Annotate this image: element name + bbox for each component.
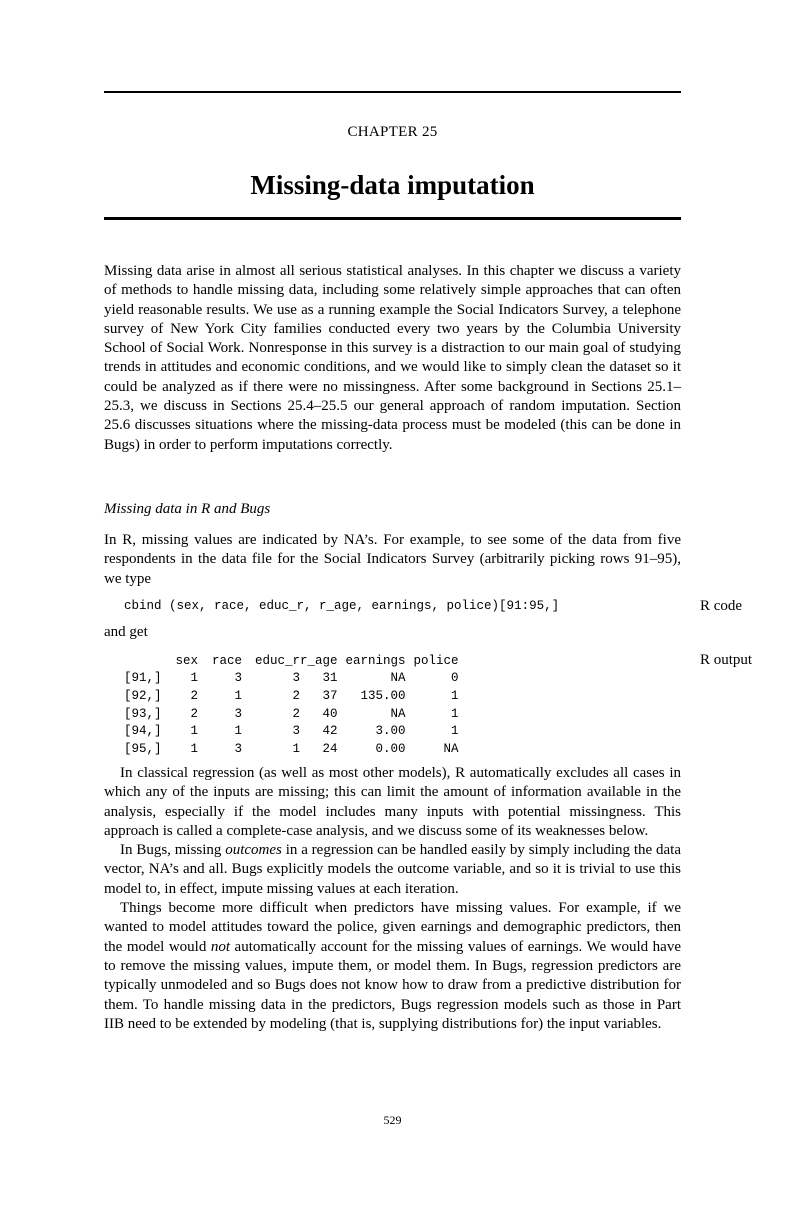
chapter-title: Missing-data imputation [250,170,535,200]
regression-discussion [104,764,681,1034]
header-cell: police [413,653,459,668]
header-cell: r_age [300,653,338,668]
text-run: In Bugs, missing [120,842,226,859]
top-rule [104,91,681,93]
chapter-label: CHAPTER 25 [347,124,438,140]
title-rule [104,217,681,220]
table-cell: 1 [190,741,198,756]
table-cell: 3 [292,724,300,739]
table-cell: 135.00 [360,688,406,703]
table-cell: NA [390,671,406,686]
table-cell: 2 [292,688,300,703]
table-cell: [95,] [124,741,162,756]
table-cell: 1 [234,724,242,739]
table-cell: NA [443,741,459,756]
table-cell: 2 [190,706,198,721]
emphasis-outcomes: outcomes [225,842,282,859]
table-cell: 1 [451,688,459,703]
intro-text: Missing data arise in almost all serious statistical analyses. In this chapter we discuss a variety of methods to handle missing data, including some relatively simple approaches that can often yield reasonable results. We use as a running example the Social Indicators Survey, a telephone survey of New York City families conducted every two years by the Columbia University School of Social Work. Nonresponse in this survey is a distraction to our main goal of studying trends in attitudes and economic conditions, and we would like to simply clean the dataset so it could be analyzed as if there were no missingness. After some background in Sections 25.1–25.3, we discuss in Sections 25.4–25.5 our general approach of random imputation. Section 25.6 discusses situations where the missing-data process must be modeled (this can be done in Bugs) in order to perform imputations correctly. [104,263,681,453]
table-cell: 3.00 [375,724,406,739]
table-cell: 0.00 [375,741,406,756]
table-cell: [94,] [124,724,162,739]
table-cell: 1 [234,688,242,703]
header-cell [124,652,170,670]
r-output-note: R output [700,652,753,668]
table-cell: 1 [292,741,300,756]
header-cell: educ_r [254,653,300,668]
table-cell: 0 [451,671,459,686]
table-cell: [93,] [124,706,162,721]
bugs-outcomes-paragraph [104,841,681,899]
complete-case-paragraph: In classical regression (as well as most other models), R automatically excludes all cases in which any of the inputs are missing; this can limit the amount of information available in the analysis, especially if the model includes many inputs with potential missingness. This approach is called a complete-case analysis, and we discuss some of its weaknesses below. [104,765,681,839]
r-output-table [124,652,459,758]
table-cell: NA [390,706,406,721]
text-run: automatically account for the missing values of earnings. We would have to remove the missing values, impute them, or model them. In Bugs, regression predictors are typically unmodeled and so Bugs does not know how to draw from a predictive distribution for them. To handle missing data in the predictors, Bugs regression models such as those in Part IIB need to be extended by modeling (that is, supplying distributions for) the input variables. [104,938,681,1032]
table-cell: 1 [190,671,198,686]
table-cell: 37 [322,688,338,703]
predictors-paragraph [104,899,681,1034]
table-cell: 31 [322,671,338,686]
output-header-row [124,652,459,670]
and-get-text: and get [104,624,148,640]
text-run: in a regression can be handled easily by simply including the data vector, NA’s and all. Bugs explicitly models the outcome variable, and so it is trivial to use this model to, in effect, impute missing values at each iteration. [104,842,681,897]
table-cell: 3 [292,671,300,686]
r-missing-paragraph [104,531,681,589]
header-cell: sex [175,653,198,668]
table-row [124,705,459,723]
header-cell: earnings [345,653,406,668]
table-cell: 42 [322,724,338,739]
table-cell: 40 [322,706,338,721]
text-run: Things become more difficult when predictors have missing values. For example, if we wanted to model attitudes toward the police, given earnings and demographic predictors, then the model would [104,900,681,955]
r-code-note: R code [700,598,743,614]
emphasis-not: not [210,938,231,955]
table-row [124,740,459,758]
table-cell: 2 [292,706,300,721]
intro-paragraph [104,262,681,455]
table-cell: 1 [451,724,459,739]
page-number: 529 [383,1113,402,1127]
table-cell: [91,] [124,671,162,686]
r-code-line: cbind (sex, race, educ_r, r_age, earnings, police)[91:95,] [124,599,560,613]
table-cell: 2 [190,688,198,703]
r-missing-text: In R, missing values are indicated by NA’s. For example, to see some of the data from five respondents in the data file for the Social Indicators Survey (arbitrarily picking rows 91–95), we type [104,532,681,587]
table-cell: 1 [451,706,459,721]
table-cell: 3 [234,706,242,721]
section-heading: Missing data in R and Bugs [104,501,271,517]
table-cell: [92,] [124,688,162,703]
table-row [124,722,459,740]
table-row [124,670,459,688]
table-row [124,687,459,705]
header-cell: race [211,653,242,668]
table-cell: 1 [190,724,198,739]
table-cell: 24 [322,741,338,756]
table-cell: 3 [234,741,242,756]
table-cell: 3 [234,671,242,686]
